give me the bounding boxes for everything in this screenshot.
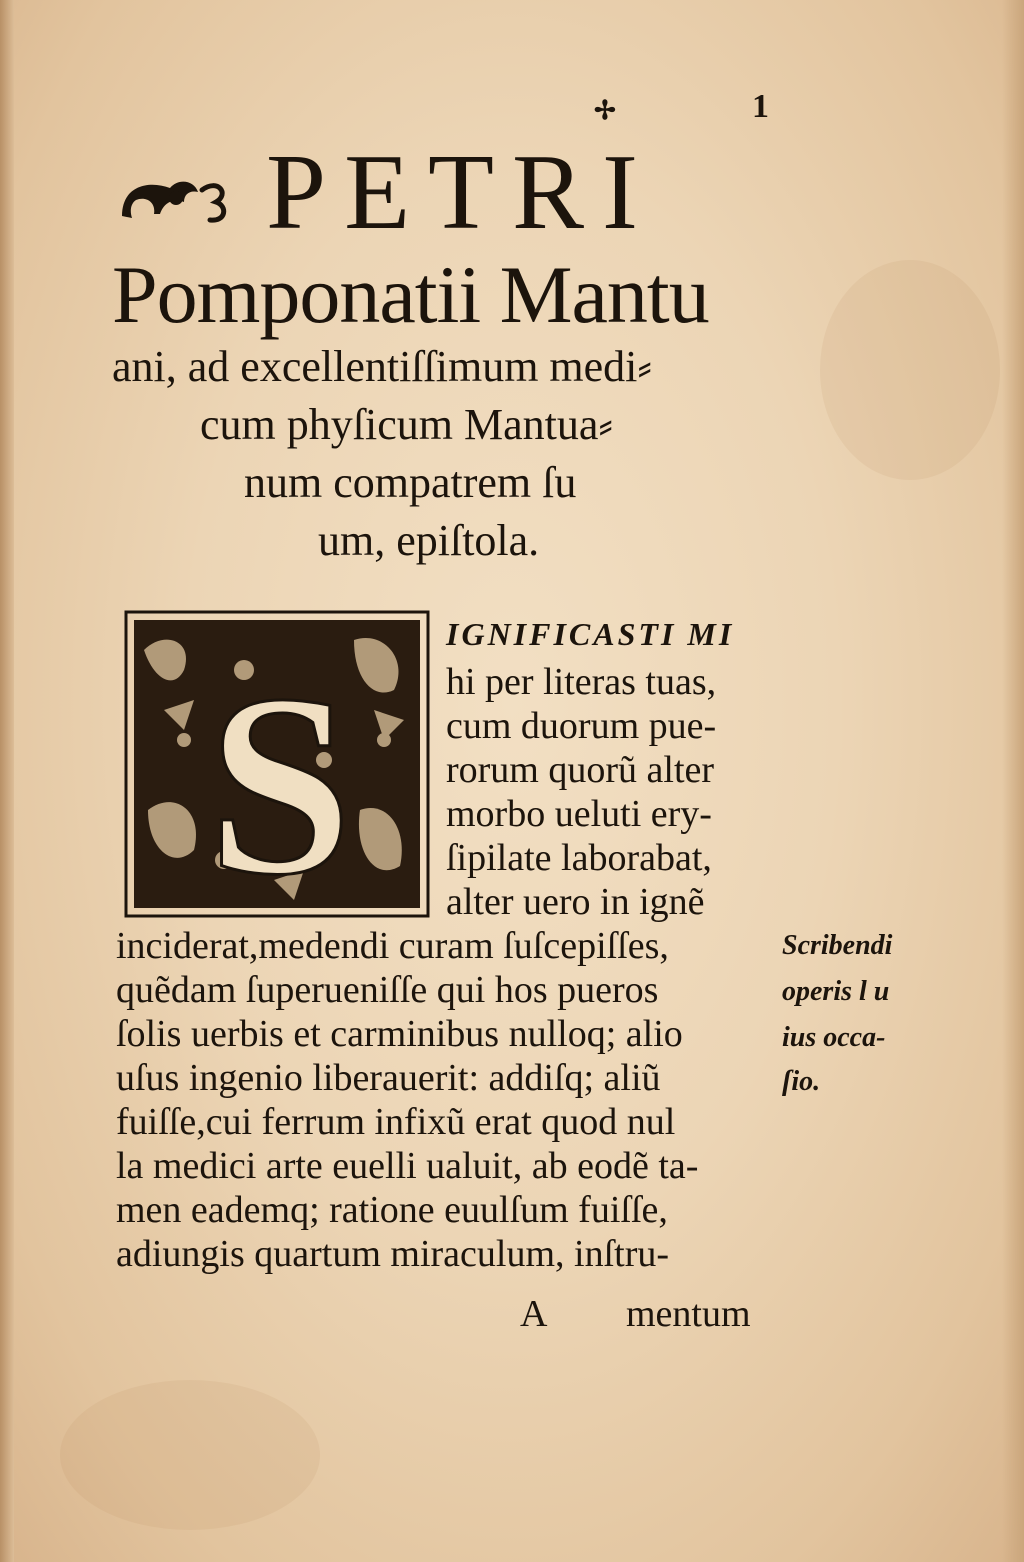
page-edge-right bbox=[1002, 0, 1024, 1562]
text-line: quẽdam ſuperueniſſe qui hos pueros bbox=[116, 969, 659, 1011]
catchword: mentum bbox=[626, 1293, 751, 1335]
fleuron-ornament bbox=[118, 168, 236, 228]
title-line-5: num compatrem ſu bbox=[244, 458, 577, 507]
marginal-note: operis l u bbox=[782, 976, 890, 1007]
text-line: morbo ueluti ery- bbox=[446, 793, 712, 835]
text-line: uſus ingenio liberauerit: addiſq; aliũ bbox=[116, 1057, 661, 1099]
title-petri: PETRI bbox=[266, 133, 657, 252]
page-edge-left bbox=[0, 0, 14, 1562]
title-line-2: Pomponatii Mantu bbox=[112, 249, 709, 340]
text-line: adiungis quartum miraculum, inſtru- bbox=[116, 1233, 670, 1275]
marginal-note: Scribendi bbox=[782, 930, 893, 961]
marginal-note: ius occa- bbox=[782, 1022, 886, 1053]
signature-mark: ✢ bbox=[594, 96, 616, 126]
text-line: rorum quorũ alter bbox=[446, 749, 715, 791]
marginal-note: ſio. bbox=[782, 1066, 821, 1097]
text-line: ſipilate laborabat, bbox=[446, 837, 712, 879]
title-line-6: um, epiſtola. bbox=[318, 516, 540, 565]
paper-stain bbox=[60, 1380, 320, 1530]
text-line: men eademq; ratione euulſum fuiſſe, bbox=[116, 1189, 668, 1231]
text-line: la medici arte euelli ualuit, ab eodẽ ta- bbox=[116, 1145, 699, 1187]
initial-letter: S bbox=[207, 641, 353, 918]
text-line: hi per literas tuas, bbox=[446, 661, 717, 703]
text-line: cum duorum pue- bbox=[446, 705, 717, 747]
paper-stain bbox=[820, 260, 1000, 480]
text-line: inciderat,medendi curam ſuſcepiſſes, bbox=[116, 925, 669, 967]
text-line: alter uero in ignẽ bbox=[446, 881, 705, 923]
text-line: IGNIFICASTI MI bbox=[446, 616, 735, 652]
title-line-1 bbox=[118, 133, 657, 252]
folio-number: 1 bbox=[752, 88, 769, 125]
decorated-initial-s bbox=[124, 610, 430, 918]
signature-letter: A bbox=[520, 1293, 548, 1335]
text-line: fuiſſe,cui ferrum infixũ erat quod nul bbox=[116, 1101, 676, 1143]
title-line-3: ani, ad excellentiſſimum medi⸗ bbox=[112, 342, 653, 391]
text-line: ſolis uerbis et carminibus nulloq; alio bbox=[116, 1013, 683, 1055]
title-line-4: cum phyſicum Mantua⸗ bbox=[200, 400, 614, 449]
